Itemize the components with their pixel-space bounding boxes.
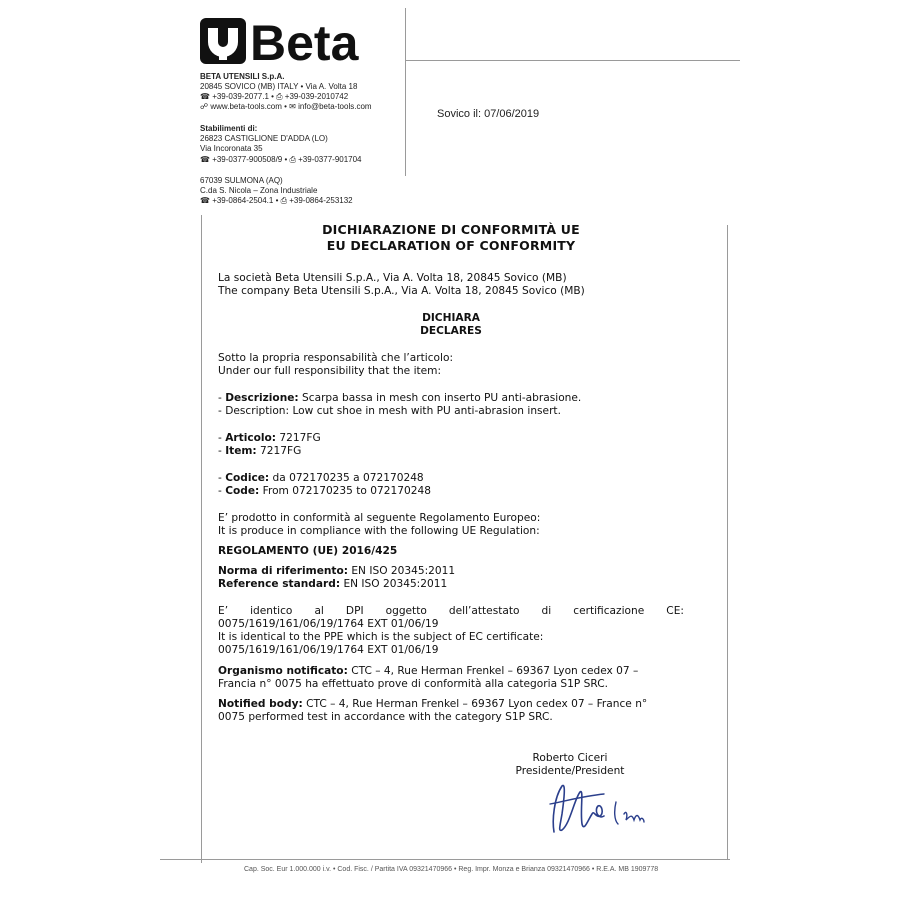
compliance-en: It is produce in compliance with the following UE Regulation:	[218, 525, 540, 537]
company-address: 20845 SOVICO (MB) ITALY • Via A. Volta 18	[200, 82, 358, 91]
company-name: BETA UTENSILI S.p.A.	[200, 72, 285, 81]
declares-en: DECLARES	[420, 325, 482, 337]
plant1-street: Via Incoronata 35	[200, 144, 263, 153]
notified-body-it-line1: Organismo notificato: CTC – 4, Rue Herman Frenkel – 69367 Lyon cedex 07 –	[218, 665, 639, 677]
header-divider-rule	[405, 8, 406, 176]
left-margin-rule	[201, 215, 202, 863]
footer-company-info: Cap. Soc. Eur 1.000.000 i.v. • Cod. Fisc. / Partita IVA 09321470966 • Reg. Impr. Monza e Brianza 09321470966 • R.E.A. MB 1909778	[244, 866, 659, 873]
company-web-email: ☍ www.beta-tools.com • ✉ info@beta-tools.com	[200, 102, 372, 111]
company-statement-it: La società Beta Utensili S.p.A., Via A. Volta 18, 20845 Sovico (MB)	[218, 272, 567, 284]
plant1-phone: ☎ +39-0377-900508/9 • ⎙ +39-0377-901704	[200, 155, 362, 164]
plant1-city: 26823 CASTIGLIONE D'ADDA (LO)	[200, 134, 328, 143]
standard-en: Reference standard: EN ISO 20345:2011	[218, 578, 448, 590]
logo-wordmark: Beta	[250, 16, 359, 66]
plant2-street: C.da S. Nicola – Zona Industriale	[200, 186, 318, 195]
article-en: - Item: 7217FG	[218, 445, 302, 457]
plant2-phone: ☎ +39-0864-2504.1 • ⎙ +39-0864-253132	[200, 196, 353, 205]
document-date: Sovico il: 07/06/2019	[437, 108, 540, 120]
standard-it: Norma di riferimento: EN ISO 20345:2011	[218, 565, 456, 577]
certificate-number-it: 0075/1619/161/06/19/1764 EXT 01/06/19	[218, 618, 439, 630]
description-it: - Descrizione: Scarpa bassa in mesh con inserto PU anti-abrasione.	[218, 392, 582, 404]
identical-en: It is identical to the PPE which is the subject of EC certificate:	[218, 631, 544, 643]
responsibility-en: Under our full responsibility that the item:	[218, 365, 442, 377]
code-en: - Code: From 072170235 to 072170248	[218, 485, 431, 497]
plants-heading: Stabilimenti di:	[200, 124, 258, 133]
notified-body-it-line2: Francia n° 0075 ha effettuato prove di conformità alla categoria S1P SRC.	[218, 678, 608, 690]
plant2-city: 67039 SULMONA (AQ)	[200, 176, 283, 185]
compliance-it: E’ prodotto in conformità al seguente Regolamento Europeo:	[218, 512, 541, 524]
notified-body-en-line1: Notified body: CTC – 4, Rue Herman Frenkel – 69367 Lyon cedex 07 – France n°	[218, 698, 648, 710]
header-top-rule	[405, 60, 740, 61]
title-italian: DICHIARAZIONE DI CONFORMITÀ UE	[322, 222, 580, 237]
beta-logo	[200, 16, 386, 66]
handwritten-signature	[540, 780, 650, 836]
footer-rule	[160, 859, 730, 860]
signatory-role: Presidente/President	[515, 765, 625, 777]
identical-it: E’ identico al DPI oggetto dell’attestato di certificazione CE:	[218, 605, 684, 617]
right-margin-rule	[727, 225, 728, 860]
article-it: - Articolo: 7217FG	[218, 432, 321, 444]
responsibility-it: Sotto la propria responsabilità che l’articolo:	[218, 352, 454, 364]
company-phone-fax: ☎ +39-039-2077.1 • ⎙ +39-039-2010742	[200, 92, 349, 101]
certificate-number-en: 0075/1619/161/06/19/1764 EXT 01/06/19	[218, 644, 439, 656]
company-statement-en: The company Beta Utensili S.p.A., Via A. Volta 18, 20845 Sovico (MB)	[218, 285, 585, 297]
title-english: EU DECLARATION OF CONFORMITY	[326, 238, 576, 253]
declares-it: DICHIARA	[422, 312, 480, 324]
code-it: - Codice: da 072170235 a 072170248	[218, 472, 424, 484]
description-en: - Description: Low cut shoe in mesh with PU anti-abrasion insert.	[218, 405, 561, 417]
notified-body-en-line2: 0075 performed test in accordance with the category S1P SRC.	[218, 711, 553, 723]
signatory-name: Roberto Ciceri	[532, 752, 608, 764]
globe-icon: ☍	[200, 102, 211, 111]
regulation: REGOLAMENTO (UE) 2016/425	[218, 545, 398, 557]
